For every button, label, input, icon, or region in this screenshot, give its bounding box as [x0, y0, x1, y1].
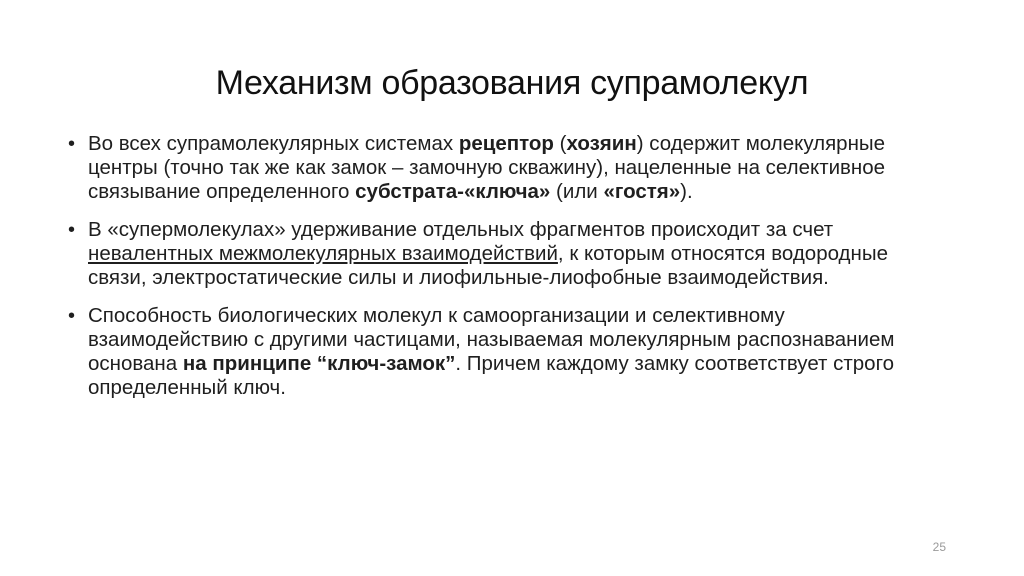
slide-title: Механизм образования супрамолекул	[215, 64, 809, 102]
bullet-text: (	[553, 132, 567, 155]
underlined-term-noncovalent-interactions: невалентных межмолекулярных взаимодействий	[88, 242, 558, 265]
bullet-text: , к которым относятся водородные связи, электростатические силы и лиофильные-лиофобные взаимодействия.	[88, 242, 888, 289]
bullet-list	[66, 132, 946, 414]
bullet-marker: •	[68, 219, 76, 241]
bold-term-lock-key-principle: на принципе “ключ-замок”	[182, 352, 456, 375]
bullet-text: ) содержит молекулярные центры (точно так же как замок – замочную скважину), нацеленные на селективное связывание определенного	[88, 132, 886, 203]
bullet-text: (или	[550, 180, 604, 203]
bullet-text: Способность биологических молекул к самоорганизации и селективному взаимодействию с другими частицами, называемая молекулярным распознаванием основана	[88, 304, 895, 375]
bold-term-substrate-key: субстрата-«ключа»	[355, 180, 551, 203]
bullet-item-molecular-recognition	[66, 304, 946, 400]
bold-term-guest: «гостя»	[603, 180, 681, 203]
bullet-marker: •	[68, 305, 76, 327]
page-number: 25	[932, 540, 946, 554]
bullet-text: В «супермолекулах» удерживание отдельных фрагментов происходит за счет	[88, 218, 834, 241]
bullet-text: ).	[680, 180, 693, 203]
bullet-item-supermolecules	[66, 218, 946, 290]
bullet-item-receptor	[66, 132, 946, 204]
bullet-text: Во всех супрамолекулярных системах	[88, 132, 459, 155]
bullet-text: . Причем каждому замку соответствует строго определенный ключ.	[88, 352, 894, 399]
bold-term-host: хозяин	[566, 132, 637, 155]
bold-term-receptor: рецептор	[458, 132, 554, 155]
bullet-marker: •	[68, 133, 76, 155]
